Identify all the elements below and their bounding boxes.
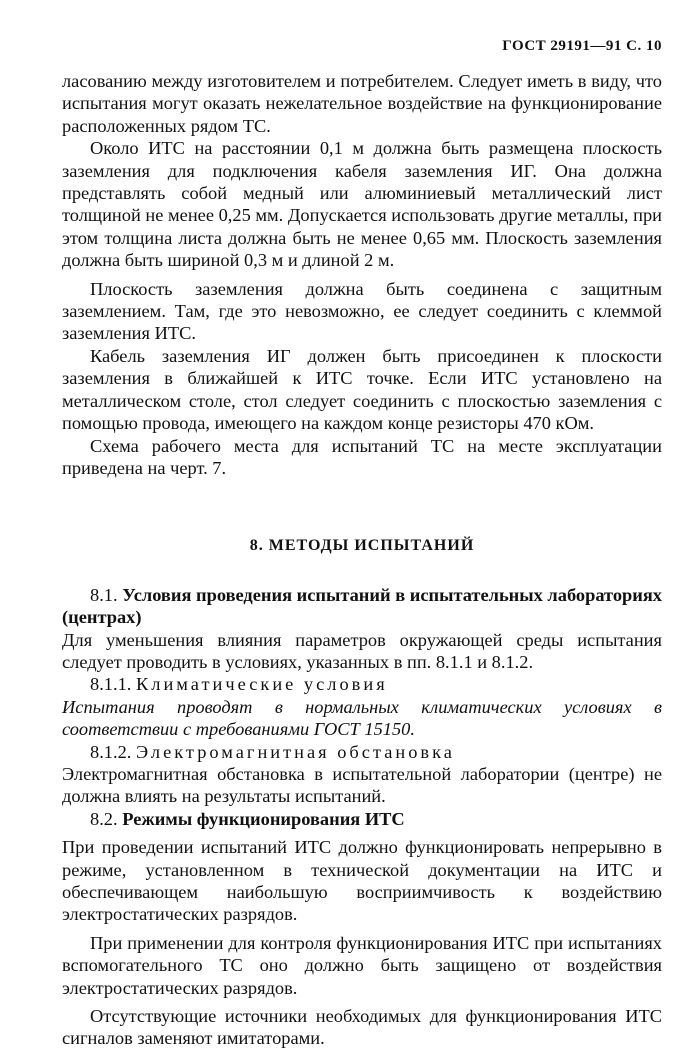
document-body [62,70,662,1050]
paragraph-ground-connection: Плоскость заземления должна быть соединена с защитным заземлением. Там, где это невозможно, ее следует соединить с клеммой заземления ИТС. [62,278,662,344]
subsection-8-1-2-title: Электромагнитная обстановка [136,741,455,762]
subsection-8-2-paragraph-1: При проведении испытаний ИТС должно функционировать непрерывно в режиме, установленном в технической документации на ИТС и обеспечивающем наибольшую восприимчивость к воздействию электростатических разрядов. [62,837,662,925]
subsection-8-1-1-heading [62,673,662,695]
subsection-8-2-paragraph-3: Отсутствующие источники необходимых для функционирования ИТС сигналов заменяют имитаторами. [62,1006,662,1049]
subsection-8-1-number: 8.1. [90,584,118,605]
subsection-8-1-2-number: 8.1.2. [90,741,132,762]
subsection-8-1-1-text: Испытания проводят в нормальных климатических условиях в соответствии с требованиями ГОСТ 15150. [62,696,662,740]
paragraph-ground-plane: Около ИТС на расстоянии 0,1 м должна быть размещена плоскость заземления для подключения кабеля заземления ИГ. Она должна представлять собой медный или алюминиевый металлический лист толщиной не менее 0,25 мм. Допускается использовать другие металлы, при этом толщина листа должна быть не менее 0,65 мм. Плоскость заземления должна быть шириной 0,3 м и длиной 2 м. [62,138,662,271]
subsection-8-1-text: Для уменьшения влияния параметров окружающей среды испытания следует проводить в условиях, указанных в пп. 8.1.1 и 8.1.2. [62,629,662,672]
subsection-8-1-2-heading [62,741,662,763]
subsection-8-1-title: Условия проведения испытаний в испытательных лабораториях (центрах) [62,584,662,628]
subsection-8-1-2-text: Электромагнитная обстановка в испытательной лаборатории (центре) не должна влиять на результаты испытаний. [62,763,662,807]
subsection-8-1-1-title: Климатические условия [136,674,388,695]
section-title: 8. МЕТОДЫ ИСПЫТАНИЙ [249,537,475,555]
subsection-8-1-heading [62,584,662,629]
paragraph-ground-cable: Кабель заземления ИГ должен быть присоединен к плоскости заземления в ближайшей к ИТС точке. Если ИТС установлено на металлическом столе, стол следует соединить с плоскостью заземления с помощью провода, имеющего на каждом конце резисторы 470 кОм. [62,345,662,434]
paragraph-workplace-scheme: Схема рабочего места для испытаний ТС на месте эксплуатации приведена на черт. 7. [62,435,662,478]
subsection-8-2-number: 8.2. [90,808,118,829]
paragraph-continuation: ласованию между изготовителем и потребителем. Следует иметь в виду, что испытания могут оказать нежелательное воздействие на функционирование расположенных рядом ТС. [62,71,662,136]
subsection-8-2-paragraph-2: При применении для контроля функционирования ИТС при испытаниях вспомогательного ТС оно должно быть защищено от воздействия электростатических разрядов. [62,932,662,998]
subsection-8-2-heading [62,808,662,830]
subsection-8-2-title: Режимы функционирования ИТС [122,808,405,829]
page-header: ГОСТ 29191—91 С. 10 [502,38,662,54]
subsection-8-1-1-number: 8.1.1. [90,674,132,695]
